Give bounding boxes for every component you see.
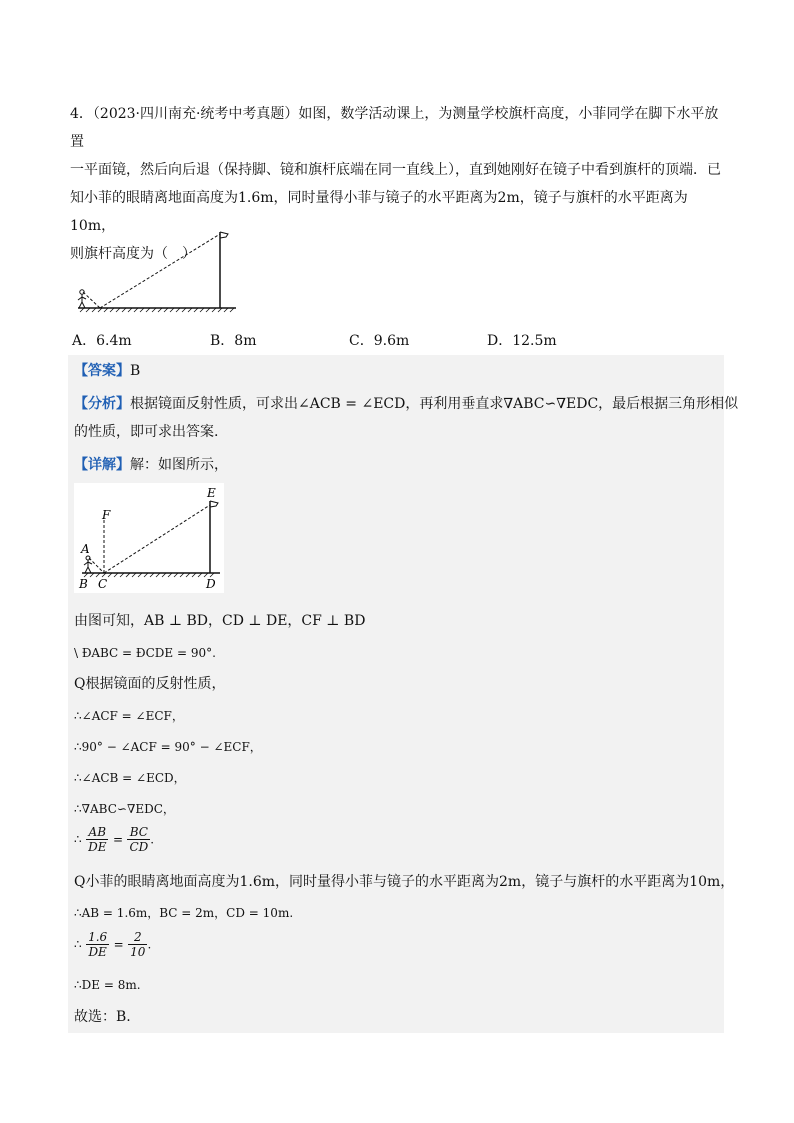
question-line: 一平面镜，然后向后退（保持脚、镜和旗杆底端在同一直线上），直到她刚好在镜子中看到旗杆的顶端．已 [70, 162, 721, 178]
solution-step: ∴DE = 8m. [74, 978, 141, 992]
solution-step: 由图可知，AB ⊥ BD，CD ⊥ DE，CF ⊥ BD [74, 613, 366, 629]
solution-step: ∴90° − ∠ACF = 90° − ∠ECF， [74, 740, 262, 754]
option-a[interactable]: A．6.4m [72, 333, 132, 349]
detail-tag: 【详解】 [74, 457, 130, 473]
solution-step: ∴∇ABC∽∇EDC， [74, 802, 175, 816]
segment-ce [104, 505, 210, 573]
analysis-line [74, 394, 738, 414]
solution-step: \ ÐABC = ÐCDE = 90°. [74, 646, 216, 660]
fraction-1-6-de: $\frac{1.6}{DE}$ [88, 930, 108, 959]
solution-figure [74, 483, 224, 593]
answer-value: B [130, 363, 141, 379]
flag [210, 501, 218, 507]
label-f: F [102, 508, 111, 522]
option-c[interactable]: C．9.6m [349, 333, 410, 349]
person-figure [84, 556, 92, 573]
analysis-text: 根据镜面反射性质，可求出∠ACB = ∠ECD，再利用垂直求∇ABC∽∇EDC，最后根据三角形相似 [130, 396, 739, 412]
fraction-2-10: $\frac{2}{10}$ [130, 930, 146, 959]
label-c: C [98, 577, 108, 591]
segment-ac [89, 558, 104, 573]
analysis-line-2: 的性质，即可求出答案. [74, 424, 219, 440]
detail-intro: 解：如图所示， [130, 457, 228, 473]
label-a: A [81, 542, 90, 556]
answer-tag: 【答案】 [74, 363, 130, 379]
question-line: 4．（2023·四川南充·统考中考真题）如图，数学活动课上，为测量学校旗杆高度，小菲同学在脚下水平放置 [70, 106, 719, 150]
solution-step: Q根据镜面的反射性质， [74, 676, 226, 692]
analysis-tag: 【分析】 [74, 396, 130, 412]
option-d[interactable]: D．12.5m [487, 333, 557, 349]
solution-box [68, 355, 739, 1033]
label-e: E [207, 486, 216, 500]
fraction-bc-cd: $\frac{BC}{CD}$ [129, 825, 149, 854]
answer-line [74, 361, 140, 381]
solution-step: Q小菲的眼睛离地面高度为1.6m，同时量得小菲与镜子的水平距离为2m，镜子与旗杆的水平距离为10m， [74, 874, 735, 890]
fraction-ab-de: $\frac{AB}{DE}$ [88, 825, 107, 854]
solution-step: ∴∠ACB = ∠ECD， [74, 771, 186, 785]
question-line: 则旗杆高度为（ ） [70, 246, 196, 262]
ratio-line: ∴ $\frac{1.6}{DE}$ = $\frac{2}{10}$ . [74, 930, 152, 959]
ratio-line: ∴ $\frac{AB}{DE}$ = $\frac{BC}{CD}$ . [74, 825, 155, 854]
flag [220, 232, 228, 238]
label-d: D [206, 577, 216, 591]
solution-step: ∴AB = 1.6m，BC = 2m，CD = 10m. [74, 906, 294, 920]
person-figure [78, 290, 86, 308]
question-line: 知小菲的眼睛离地面高度为1.6m，同时量得小菲与镜子的水平距离为2m，镜子与旗杆的水平距离为10m， [70, 190, 688, 234]
label-b: B [79, 577, 88, 591]
reflection-line [100, 234, 220, 308]
final-choice: 故选：B. [74, 1009, 131, 1025]
sight-line [83, 292, 100, 308]
question-figure [70, 228, 240, 318]
solution-step: ∴∠ACF = ∠ECF， [74, 709, 184, 723]
option-b[interactable]: B．8m [210, 333, 257, 349]
detail-line [74, 455, 228, 475]
